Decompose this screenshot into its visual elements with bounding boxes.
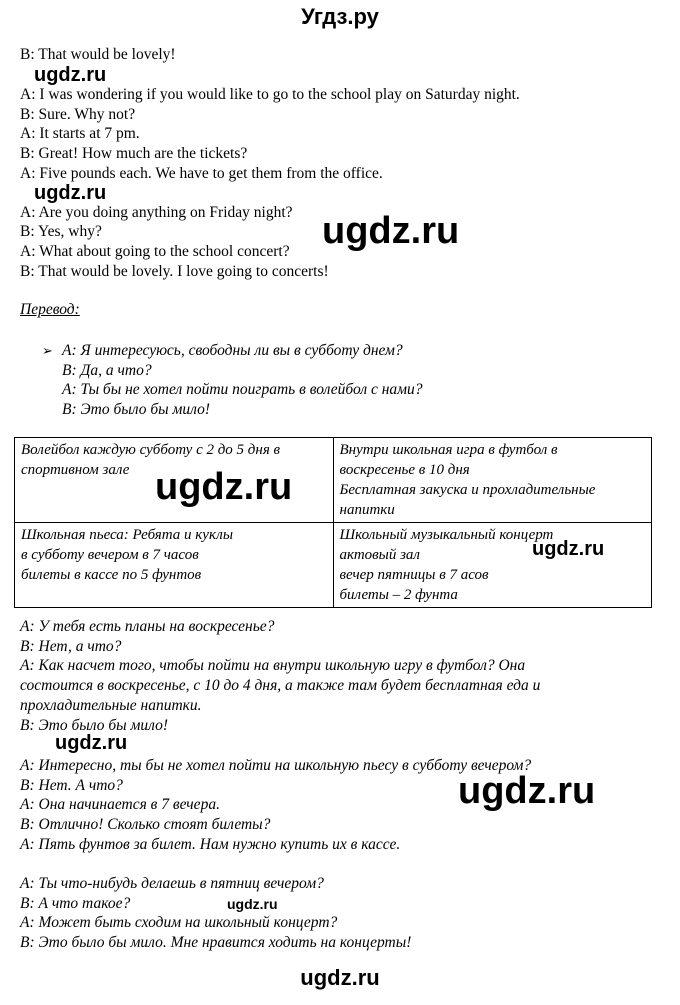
cell-line: билеты – 2 фунта — [339, 587, 458, 603]
cell-line: Школьная пьеса: Ребята и куклы — [21, 527, 233, 543]
dialogue-line: A: I was wondering if you would like to go to the school play on Saturday night. — [20, 86, 520, 103]
dialogue-line: A: Five pounds each. We have to get them from the office. — [20, 165, 383, 182]
dialogue-line: A: Are you doing anything on Friday night? — [20, 204, 293, 221]
dialogue-ru-line: A: У тебя есть планы на воскресенье? — [20, 618, 275, 635]
watermark: ugdz.ru — [532, 538, 605, 560]
dialogue-ru-line: A: Может быть сходим на школьный концерт? — [20, 914, 338, 931]
dialogue-ru-line: прохладительные напитки. — [20, 697, 202, 714]
cell-line: билеты в кассе по 5 фунтов — [21, 567, 202, 583]
bullet-dialogue-line: B: Да, а что? — [62, 362, 152, 379]
watermark: ugdz.ru — [55, 732, 128, 754]
events-table — [14, 437, 652, 608]
watermark: ugdz.ru — [155, 466, 293, 508]
dialogue-ru-line: A: Пять фунтов за билет. Нам нужно купить их в кассе. — [20, 836, 401, 853]
cell-line: спортивном зале — [21, 462, 130, 478]
dialogue-ru-line: B: Это было бы мило! — [20, 717, 169, 734]
cell-line: напитки — [339, 502, 395, 518]
dialogue-ru-line: B: А что такое? — [20, 895, 131, 912]
cell-line: Волейбол каждую субботу с 2 до 5 дня в — [21, 442, 281, 458]
dialogue-line: A: It starts at 7 pm. — [20, 125, 140, 142]
dialogue-ru-line: B: Это было бы мило. Мне нравится ходить на концерты! — [20, 934, 412, 951]
cell-line: вечер пятницы в 7 асов — [339, 567, 489, 583]
table-cell — [333, 438, 652, 523]
dialogue-ru-line: B: Нет, а что? — [20, 638, 122, 655]
dialogue-line: A: What about going to the school concert? — [20, 243, 290, 260]
cell-line: Бесплатная закуска и прохладительные — [339, 482, 596, 498]
watermark: ugdz.ru — [458, 770, 596, 812]
cell-line: Школьный музыкальный концерт — [339, 527, 554, 543]
translation-heading: Перевод: — [20, 301, 80, 318]
cell-line: воскресенье в 10 дня — [339, 462, 470, 478]
dialogue-ru-line: A: Она начинается в 7 вечера. — [20, 796, 220, 813]
watermark: ugdz.ru — [34, 182, 107, 204]
bullet-dialogue-line: B: Это было бы мило! — [62, 401, 211, 418]
footer-site-name: ugdz.ru — [300, 965, 380, 990]
watermark: ugdz.ru — [227, 896, 278, 912]
dialogue-ru-line: состоится в воскресенье, с 10 до 4 дня, а также там будет бесплатная еда и — [20, 677, 541, 694]
cell-line: в субботу вечером в 7 часов — [21, 547, 199, 563]
bullet-dialogue-line: A: Ты бы не хотел пойти поиграть в волейбол с нами? — [62, 381, 423, 398]
site-title: Угдз.ру — [301, 4, 379, 29]
dialogue-line: B: Great! How much are the tickets? — [20, 145, 248, 162]
dialogue-ru-line: A: Как насчет того, чтобы пойти на внутри школьную игру в футбол? Она — [20, 657, 526, 674]
cell-line: актовый зал — [339, 547, 420, 563]
table-cell — [333, 523, 652, 608]
dialogue-line: B: Yes, why? — [20, 223, 102, 240]
table-row — [15, 438, 652, 523]
dialogue-line: B: That would be lovely. I love going to concerts! — [20, 263, 329, 280]
dialogue-line: B: That would be lovely! — [20, 46, 176, 63]
table-row — [15, 523, 652, 608]
dialogue-line: B: Sure. Why not? — [20, 106, 136, 123]
dialogue-ru-line: B: Нет. А что? — [20, 777, 123, 794]
table-cell — [15, 523, 334, 608]
watermark: ugdz.ru — [34, 64, 107, 86]
dialogue-ru-line: B: Отлично! Сколько стоят билеты? — [20, 816, 271, 833]
watermark: ugdz.ru — [322, 210, 460, 252]
arrow-bullet-icon: ➢ — [42, 343, 53, 358]
dialogue-ru-line: A: Интересно, ты бы не хотел пойти на школьную пьесу в субботу вечером? — [20, 757, 532, 774]
dialogue-ru-line: A: Ты что-нибудь делаешь в пятниц вечером? — [20, 875, 324, 892]
bullet-dialogue-line: A: Я интересуюсь, свободны ли вы в субботу днем? — [62, 342, 403, 359]
cell-line: Внутри школьная игра в футбол в — [339, 442, 558, 458]
